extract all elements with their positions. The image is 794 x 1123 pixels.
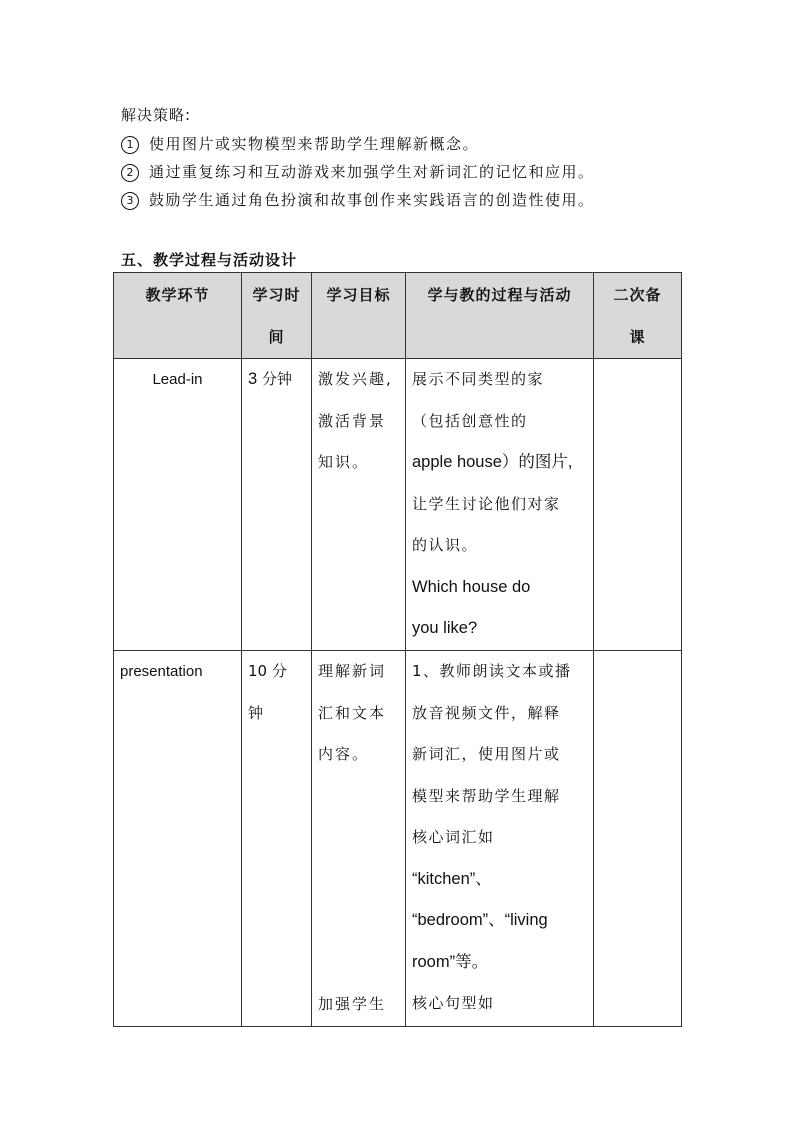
stage-cell: Lead-in — [114, 359, 242, 651]
table-row — [114, 359, 682, 651]
header-process: 学与教的过程与活动 — [406, 273, 594, 359]
strategy-item-text: 使用图片或实物模型来帮助学生理解新概念。 — [149, 135, 480, 153]
teaching-process-table — [113, 272, 682, 1027]
section-title: 五、教学过程与活动设计 — [121, 251, 298, 269]
strategy-item-3 — [121, 186, 721, 214]
table-row — [114, 651, 682, 1027]
header-time: 学习时 间 — [242, 273, 312, 359]
strategy-heading: 解决策略: — [121, 106, 192, 124]
header-backup: 二次备 课 — [594, 273, 682, 359]
time-cell: 10 分 钟 — [242, 651, 312, 1027]
strategy-block — [121, 100, 721, 214]
process-cell: 展示不同类型的家 （包括创意性的 apple house）的图片, 让学生讨论他们对家 的认识。 Which house do you like? — [406, 359, 594, 651]
goal-cell: 激发兴趣, 激活背景 知识。 — [312, 359, 406, 651]
strategy-item-1 — [121, 130, 721, 158]
backup-cell — [594, 359, 682, 651]
header-stage: 教学环节 — [114, 273, 242, 359]
table-header-row — [114, 273, 682, 359]
strategy-item-text: 鼓励学生通过角色扮演和故事创作来实践语言的创造性使用。 — [149, 191, 595, 209]
stage-cell: presentation — [114, 651, 242, 1027]
header-goal: 学习目标 — [312, 273, 406, 359]
circled-number-icon: 3 — [121, 192, 139, 210]
strategy-item-text: 通过重复练习和互动游戏来加强学生对新词汇的记忆和应用。 — [149, 163, 595, 181]
strategy-item-2 — [121, 158, 721, 186]
time-cell: 3 分钟 — [242, 359, 312, 651]
backup-cell — [594, 651, 682, 1027]
circled-number-icon: 2 — [121, 164, 139, 182]
circled-number-icon: 1 — [121, 136, 139, 154]
process-cell: 1、教师朗读文本或播 放音视频文件，解释 新词汇，使用图片或 模型来帮助学生理解 核心词汇如 “kitchen”、 “bedroom”、“living room”等。 核心句型如 — [406, 651, 594, 1027]
goal-cell: 理解新词 汇和文本 内容。 加强学生 — [312, 651, 406, 1027]
